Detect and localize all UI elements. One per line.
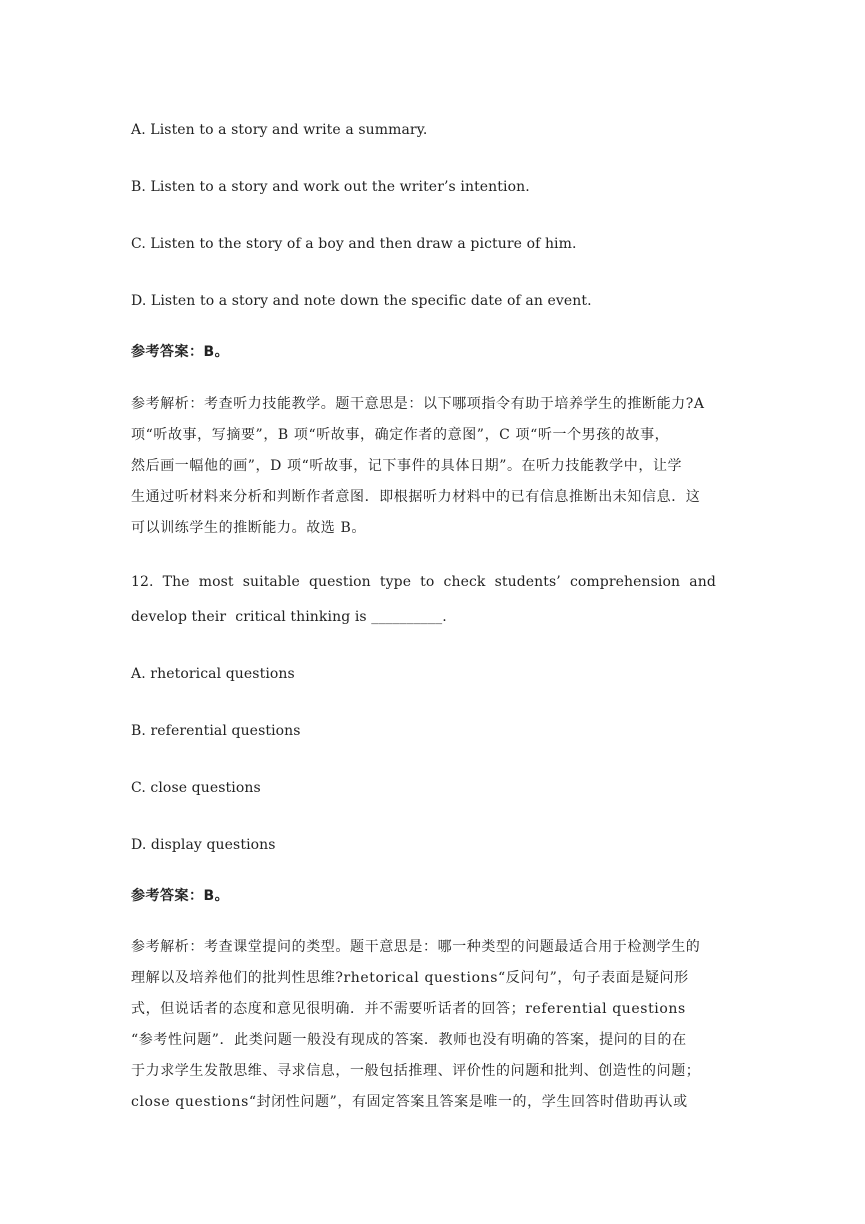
q12-explanation-line: 于力求学生发散思维、寻求信息，一般包括推理、评价性的问题和批判、创造性的问题；	[131, 1063, 701, 1079]
q11-explanation-line: 生通过听材料来分析和判断作者意图．即根据听力材料中的已有信息推断出未知信息．这	[131, 489, 701, 505]
q12-option-a: A. rhetorical questions	[131, 666, 295, 682]
q12-option-d: D. display questions	[131, 837, 276, 853]
q11-explanation-line: 参考解析：考查听力技能教学。题干意思是：以下哪项指令有助于培养学生的推断能力?A	[131, 396, 705, 412]
q11-explanation-line: 可以训练学生的推断能力。故选 B。	[131, 520, 366, 536]
q12-explanation-line: close questions“封闭性问题”，有固定答案且答案是唯一的，学生回答时借助再认或	[131, 1094, 688, 1110]
q11-explanation-line: 项“听故事，写摘要”，B 项“听故事，确定作者的意图”，C 项“听一个男孩的故事，	[131, 427, 670, 443]
q12-explanation-line: 理解以及培养他们的批判性思维?rhetorical questions“反问句”，句子表面是疑问形	[131, 970, 689, 986]
q12-explanation-line: 参考解析：考查课堂提问的类型。题干意思是：哪一种类型的问题最适合用于检测学生的	[131, 939, 701, 955]
q12-option-b: B. referential questions	[131, 723, 301, 739]
q12-stem-line-1: 12. The most suitable question type to check students’ comprehension and	[131, 574, 716, 590]
q12-option-c: C. close questions	[131, 780, 261, 796]
q12-stem-line-2: develop their critical thinking is __________.	[131, 609, 447, 625]
q11-option-a: A. Listen to a story and write a summary.	[131, 122, 428, 138]
q11-explanation-line: 然后画一幅他的画”，D 项“听故事，记下事件的具体日期”。在听力技能教学中，让学	[131, 458, 683, 474]
q11-option-b: B. Listen to a story and work out the writer’s intention.	[131, 179, 530, 195]
q12-explanation-line: “参考性问题”．此类问题一般没有现成的答案．教师也没有明确的答案，提问的目的在	[131, 1032, 687, 1048]
q11-answer: 参考答案：B。	[131, 344, 230, 360]
q11-option-c: C. Listen to the story of a boy and then draw a picture of him.	[131, 236, 577, 252]
q12-explanation-line: 式，但说话者的态度和意见很明确．并不需要听话者的回答；referential questions	[131, 1001, 686, 1017]
q11-option-d: D. Listen to a story and note down the specific date of an event.	[131, 293, 592, 309]
q12-answer: 参考答案：B。	[131, 888, 230, 904]
